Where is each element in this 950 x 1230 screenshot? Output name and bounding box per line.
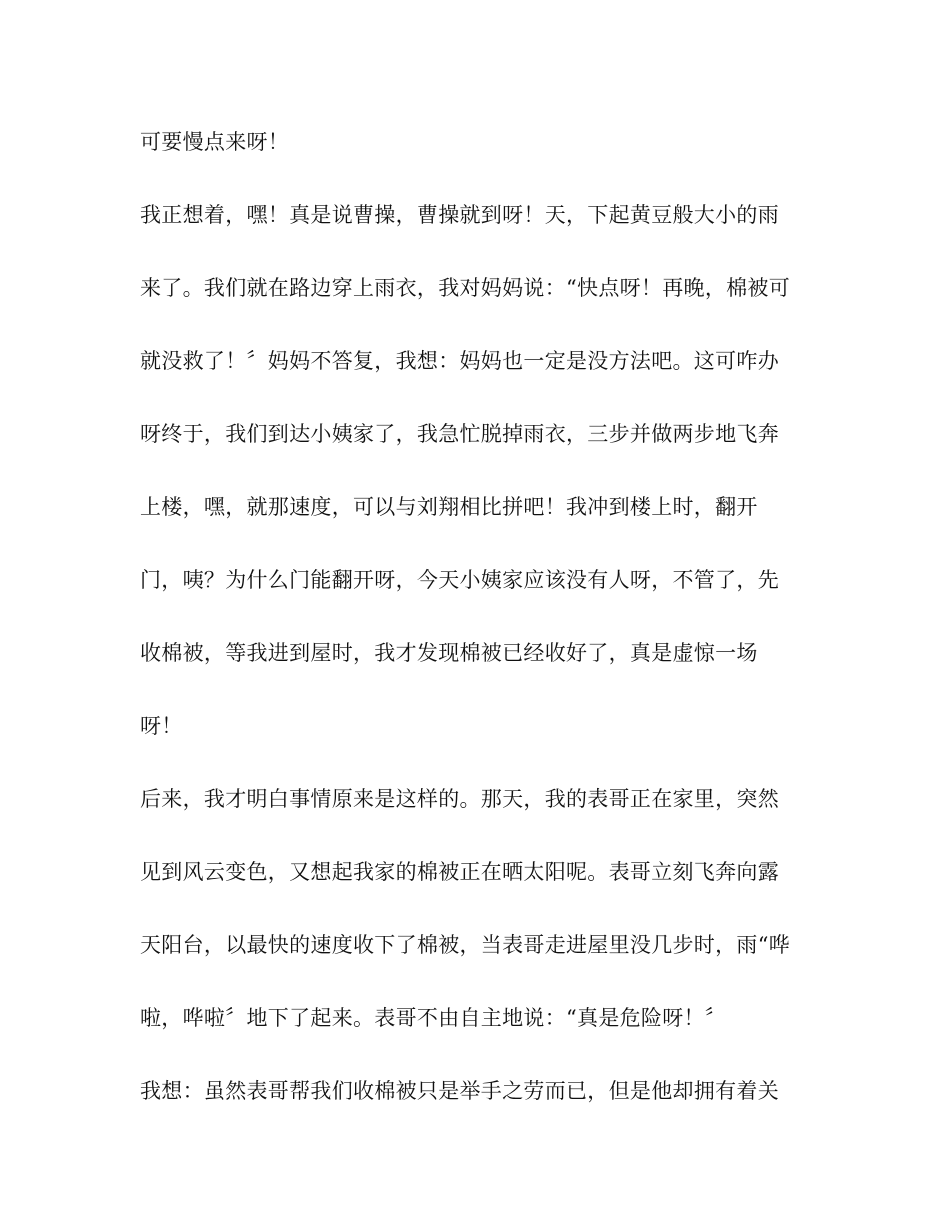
text-line: 呀！ — [140, 714, 183, 738]
text-line: 上楼，嘿，就那速度，可以与刘翔相比拼吧！我冲到楼上时，翻开 — [140, 495, 758, 519]
text-line: 我想：虽然表哥帮我们收棉被只是举手之劳而已，但是他却拥有着关 — [140, 1079, 779, 1103]
text-line: 呀终于，我们到达小姨家了，我急忙脱掉雨衣，三步并做两步地飞奔 — [140, 422, 779, 446]
text-line: 我正想着，嘿！真是说曹操，曹操就到呀！天，下起黄豆般大小的雨 — [140, 203, 779, 227]
text-line: 来了。我们就在路边穿上雨衣，我对妈妈说：“快点呀！再晚，棉被可 — [140, 276, 791, 300]
text-line: 啦，哗啦〞地下了起来。表哥不由自主地说：“真是危险呀！〞 — [140, 1006, 727, 1030]
text-line: 天阳台，以最快的速度收下了棉被，当表哥走进屋里没几步时，雨“哗 — [140, 933, 791, 957]
text-line: 门，咦？为什么门能翻开呀，今天小姨家应该没有人呀，不管了，先 — [140, 568, 779, 592]
text-line: 收棉被，等我进到屋时，我才发现棉被已经收好了，真是虚惊一场 — [140, 641, 758, 665]
text-line: 就没救了！〞妈妈不答复，我想：妈妈也一定是没方法吧。这可咋办 — [140, 349, 779, 373]
text-line: 后来，我才明白事情原来是这样的。那天，我的表哥正在家里，突然 — [140, 787, 779, 811]
text-line: 可要慢点来呀！ — [140, 130, 290, 154]
text-line: 见到风云变色，又想起我家的棉被正在晒太阳呢。表哥立刻飞奔向露 — [140, 860, 779, 884]
